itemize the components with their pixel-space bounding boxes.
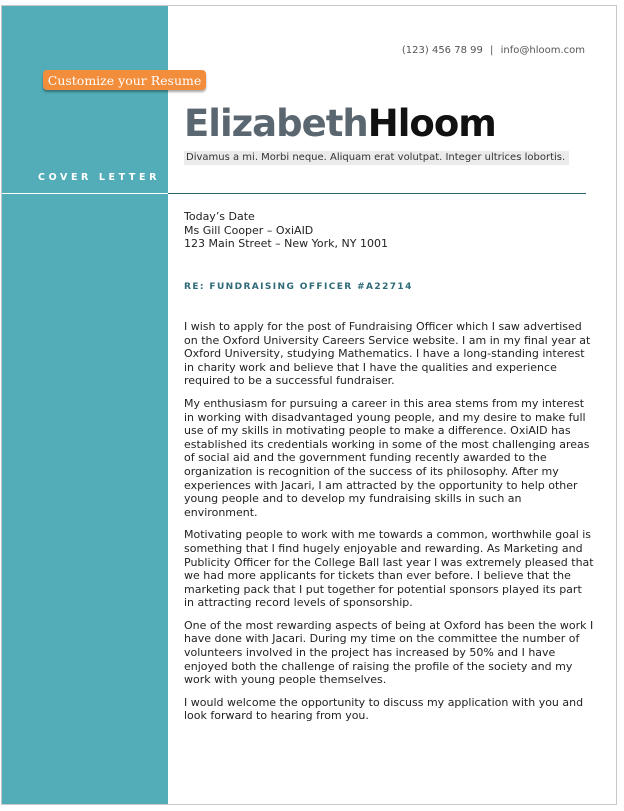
contact-info xyxy=(402,45,585,56)
first-name: Elizabeth xyxy=(184,102,368,145)
tagline: Divamus a mi. Morbi neque. Aliquam erat volutpat. Integer ultrices lobortis. xyxy=(184,151,569,165)
body-paragraph: I would welcome the opportunity to discuss my application with you and look forward to hearing from you. xyxy=(184,695,584,723)
body-paragraph: I wish to apply for the post of Fundraising Officer which I saw advertised on the Oxford University Careers Service website. I am in my final year at Oxford University, studying Mathematics. I have a long-standing interest in charity work and believe that I have the qualities and experience required to be a successful fundraiser. xyxy=(184,320,591,388)
section-label-cover-letter: COVER LETTER xyxy=(38,172,160,183)
phone-number: (123) 456 78 99 xyxy=(401,45,483,56)
subject-line: RE: FUNDRAISING OFFICER #A22714 xyxy=(184,282,413,292)
applicant-name xyxy=(184,101,496,147)
contact-separator: | xyxy=(490,45,494,56)
body-paragraph: My enthusiasm for pursuing a career in this area stems from my interest in working with disadvantaged young people, and my desire to make full use of my skills in motivating people to make a difference. OxiAID has established its credentials working in some of the most challenging areas of social aid and the government funding recently awarded to the organization is recognition of the success of its philosophy. After my experiences with Jacari, I am attracted by the opportunity to help other young people and to develop my fundraising skills in such an environment. xyxy=(184,396,590,519)
customize-resume-button[interactable]: Customize your Resume xyxy=(43,70,206,90)
body-paragraph: One of the most rewarding aspects of being at Oxford has been the work I have done with Jacari. During my time on the committee the number of volunteers involved in the project has increased by 50% and I have enjoyed both the challenge of raising the profile of the society and my work with young people themselves. xyxy=(184,618,594,687)
letter-body xyxy=(184,320,594,732)
recipient-block xyxy=(184,210,388,251)
body-paragraph: Motivating people to work with me towards a common, worthwhile goal is something that I find hugely enjoyable and rewarding. As Marketing and Publicity Officer for the College Ball last year I was extremely pleased that we had more applicants for tickets than ever before. I believe that the marketing pack that I put together for potential sponsors played its part in attracting record levels of sponsorship. xyxy=(184,528,594,610)
last-name: Hloom xyxy=(367,102,496,145)
letter-date: Today’s Date xyxy=(184,210,255,223)
recipient-address: 123 Main Street – New York, NY 1001 xyxy=(184,237,388,250)
header-divider xyxy=(168,193,586,194)
sidebar-divider xyxy=(2,193,168,194)
recipient-name: Ms Gill Cooper – OxiAID xyxy=(184,223,314,237)
email-address: info@hloom.com xyxy=(500,45,585,56)
sidebar xyxy=(2,6,168,804)
